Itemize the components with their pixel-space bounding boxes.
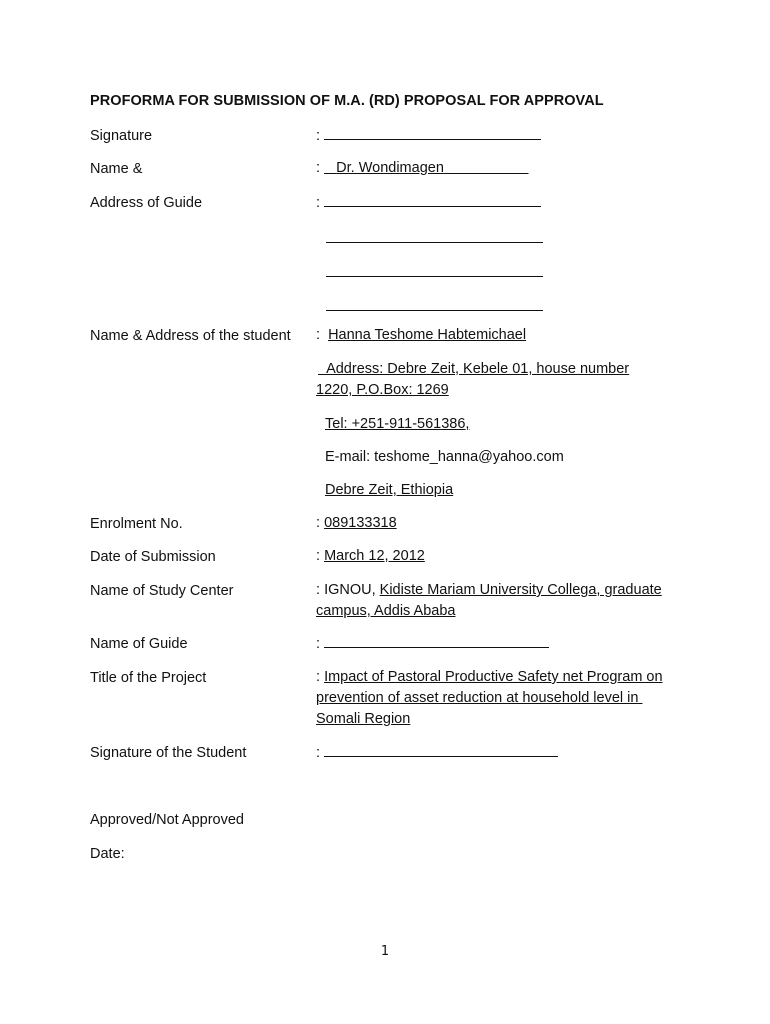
student-address-line-2: 1220, P.O.Box: 1269 — [316, 382, 449, 398]
student-name: Hanna Teshome Habtemichael — [328, 327, 527, 343]
address-guide-line-2 — [326, 242, 543, 243]
colon: : — [316, 160, 321, 176]
address-guide-line-3 — [326, 276, 543, 277]
address-guide-label: Address of Guide — [90, 195, 203, 211]
student-city: Debre Zeit, Ethiopia — [325, 482, 454, 498]
enrolment-value: 089133318 — [324, 515, 397, 531]
colon: : — [316, 636, 321, 652]
date-submission-field — [316, 546, 425, 567]
project-title-line-3: Somali Region — [316, 711, 411, 727]
student-tel: Tel: +251-911-561386, — [325, 416, 470, 432]
address-guide-blank — [324, 192, 541, 207]
signature-field — [316, 125, 541, 147]
enrolment-field — [316, 513, 397, 534]
signature-label: Signature — [90, 128, 153, 144]
guide-name-label: Name of Guide — [90, 636, 188, 652]
student-signature-blank — [324, 742, 558, 757]
project-title-label: Title of the Project — [90, 670, 207, 686]
page-number: 1 — [380, 944, 390, 959]
student-address-line-1: Address: Debre Zeit, Kebele 01, house number — [326, 361, 630, 377]
student-name-field — [316, 325, 526, 346]
student-email: E-mail: teshome_hanna@yahoo.com — [325, 449, 564, 465]
project-title-line-1: : Impact of Pastoral Productive Safety net Program on — [316, 669, 663, 685]
signature-blank — [324, 125, 541, 140]
name-label: Name & — [90, 161, 143, 177]
guide-name-field — [316, 158, 529, 179]
page-title: PROFORMA FOR SUBMISSION OF M.A. (RD) PROPOSAL FOR APPROVAL — [90, 93, 604, 109]
colon: : — [316, 515, 321, 531]
colon: : — [316, 745, 321, 761]
colon: : — [316, 195, 321, 211]
date-submission-value: March 12, 2012 — [324, 548, 425, 564]
colon: : — [316, 669, 321, 685]
student-label: Name & Address of the student — [90, 328, 291, 344]
study-center-label: Name of Study Center — [90, 583, 234, 599]
guide-name-value: Dr. Wondimagen — [336, 160, 444, 176]
date-label: Date: — [90, 846, 125, 862]
study-center-line-1: : IGNOU, Kidiste Mariam University Collega, graduate — [316, 582, 662, 598]
student-signature-field — [316, 742, 558, 764]
guide-name-blank — [324, 633, 549, 648]
address-guide-line-4 — [326, 310, 543, 311]
guide-name-blank-field — [316, 633, 549, 655]
colon: : — [316, 548, 321, 564]
address-guide-field — [316, 192, 541, 214]
student-signature-label: Signature of the Student — [90, 745, 247, 761]
colon: : — [316, 327, 321, 343]
date-submission-label: Date of Submission — [90, 549, 216, 565]
colon: : — [316, 128, 321, 144]
approval-status: Approved/Not Approved — [90, 812, 244, 828]
study-center-line-2: campus, Addis Ababa — [316, 603, 456, 619]
enrolment-label: Enrolment No. — [90, 516, 183, 532]
project-title-line-2: prevention of asset reduction at household level in — [316, 690, 639, 706]
colon: : — [316, 582, 321, 598]
